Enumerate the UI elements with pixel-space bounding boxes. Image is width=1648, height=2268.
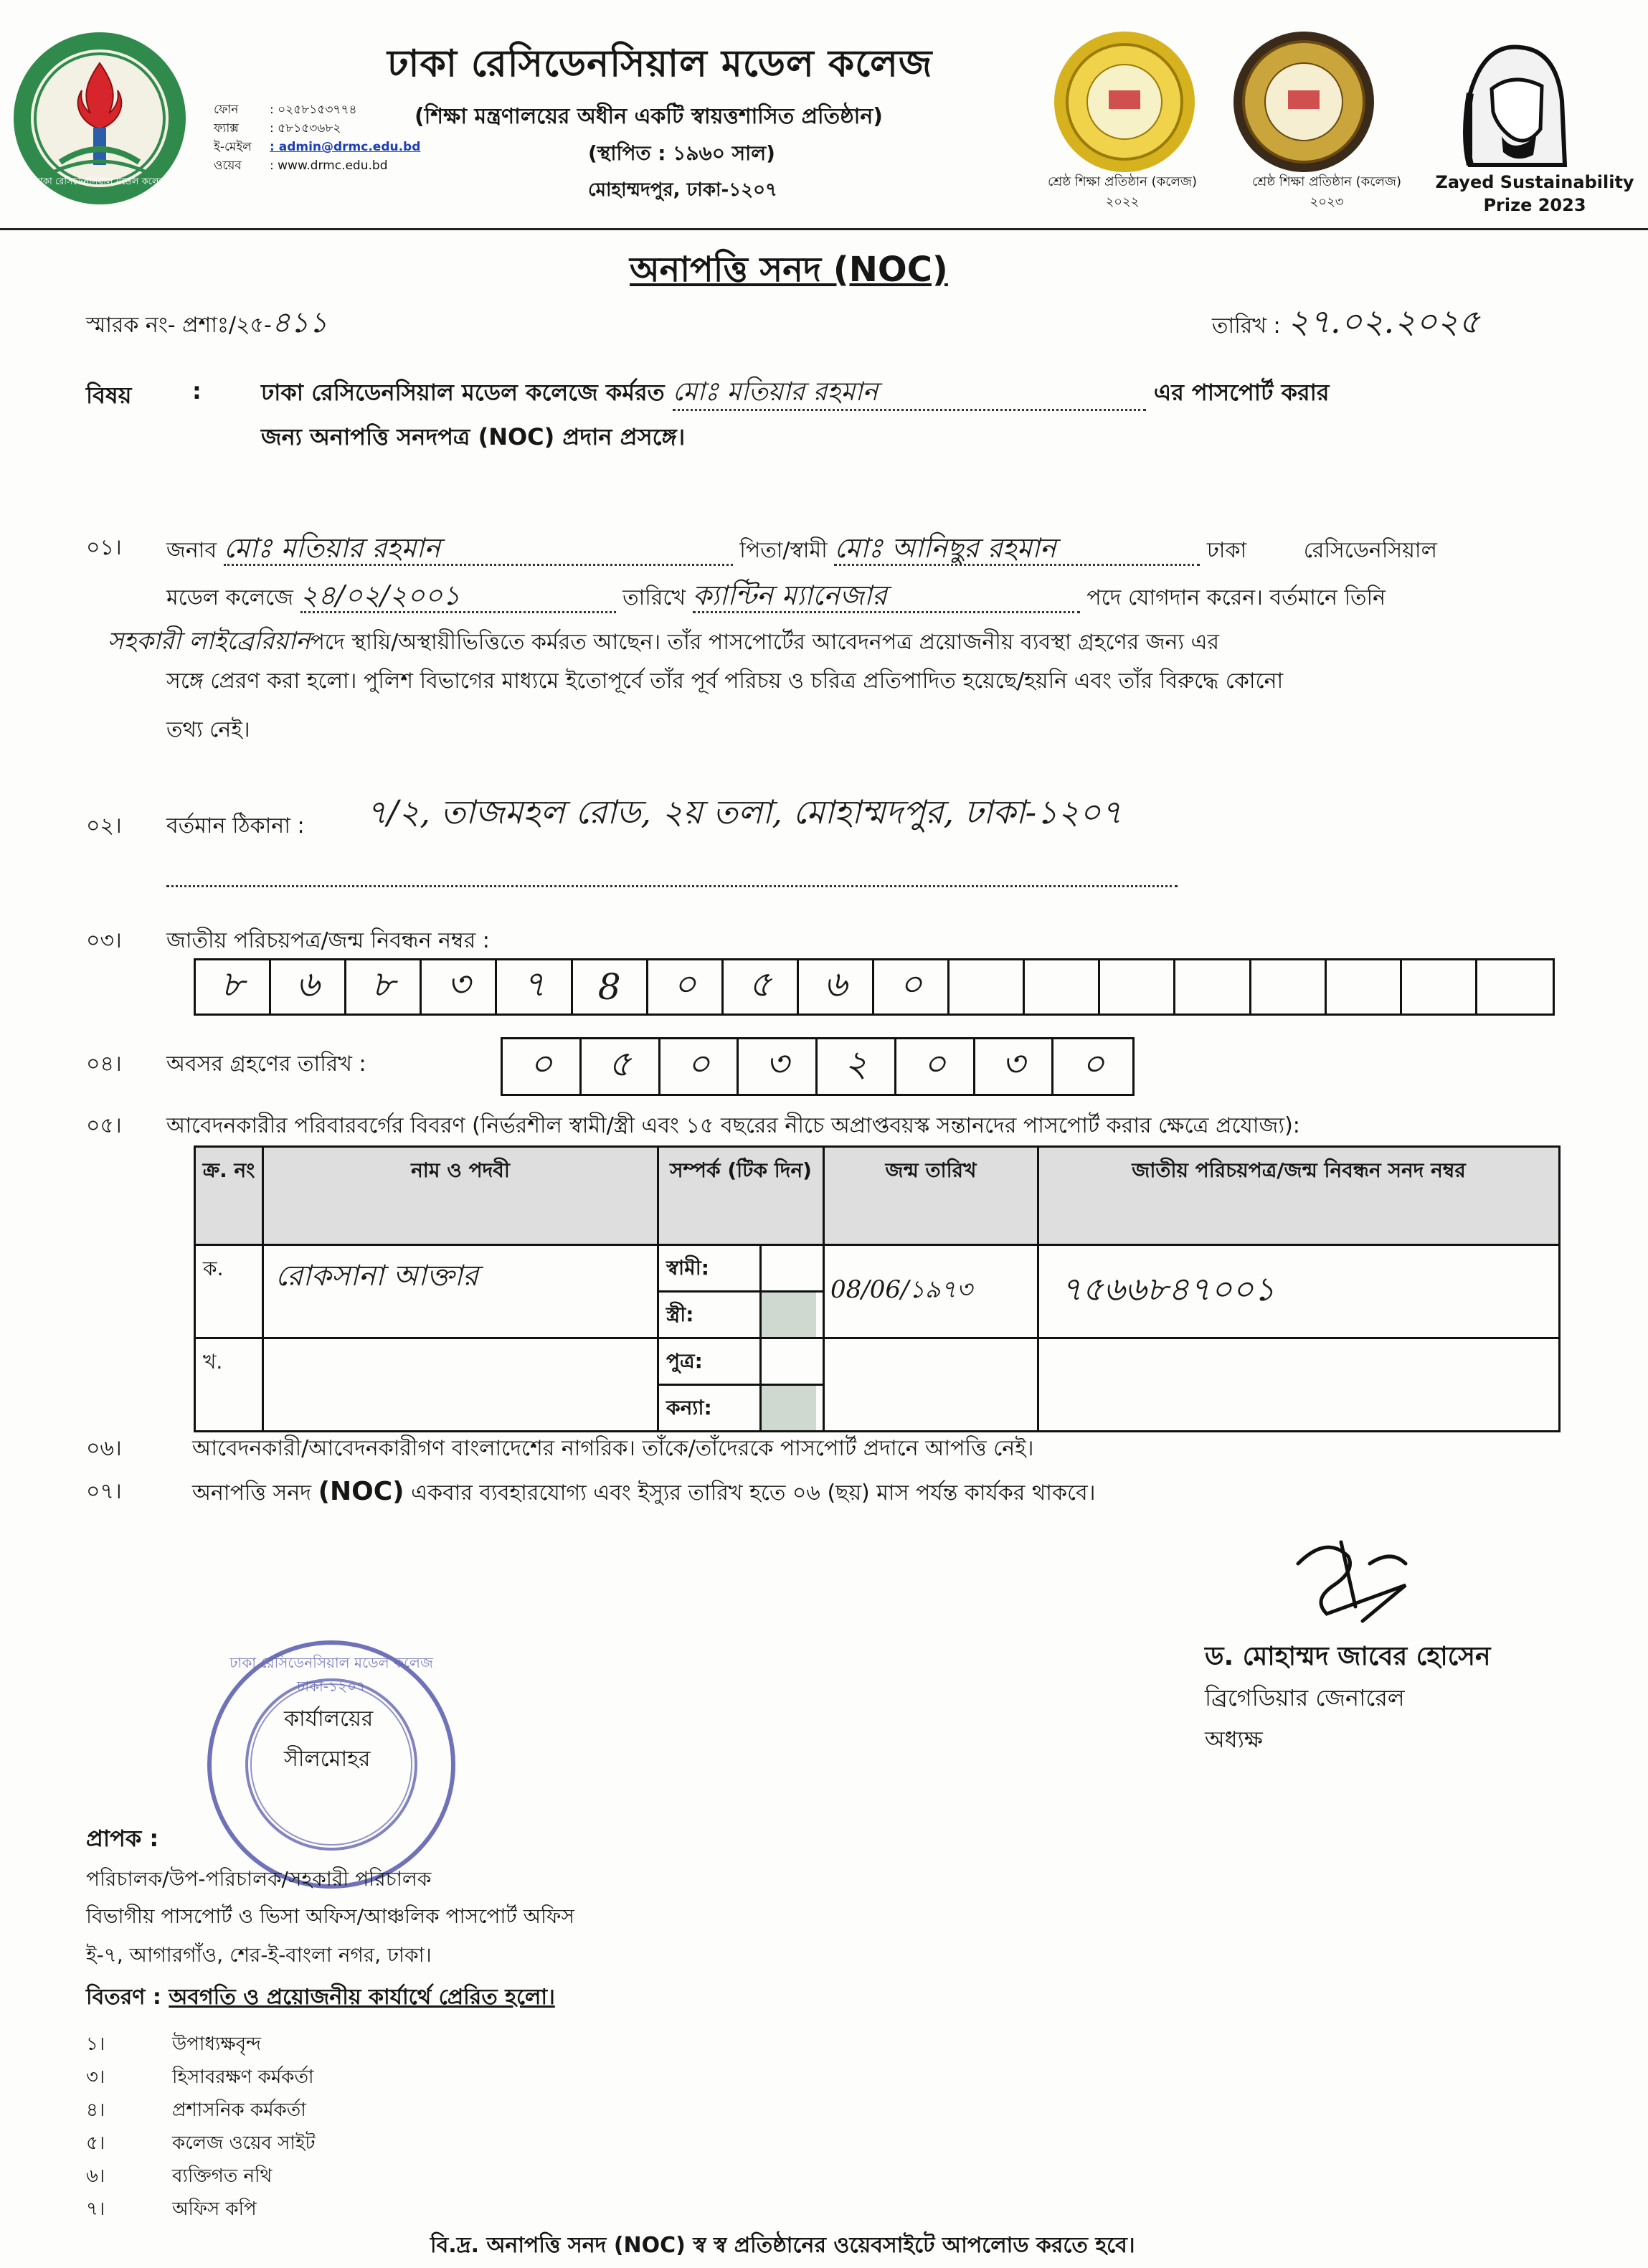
date-value: ২৭.০২.২০২৫ [1287,302,1480,341]
item-01-line-3: সহকারী লাইব্রেরিয়ানপদে স্থায়ি/অস্থায়ীভিত্তিতে কর্মরত আছেন। তাঁর পাসপোর্টের আবেদনপত্র প্রয়োজনীয় ব্যবস্থা গ্রহণের জন্য এর [108,627,1219,656]
recipient-line-1: পরিচালক/উপ-পরিচালক/সহকারী পরিচালক [86,1867,432,1891]
signatory-title: অধ্যক্ষ [1205,1726,1263,1753]
nid-digit-cell [1327,960,1402,1013]
recipient-line-3: ই-৭, আগারগাঁও, শের-ই-বাংলা নগর, ঢাকা। [86,1943,432,1967]
item-01-number: ০১। [86,535,122,560]
retirement-digit-cell: ০ [1081,1042,1105,1085]
recipient-label: প্রাপক : [86,1825,159,1852]
item-01-line-4: সঙ্গে প্রেরণ করা হলো। পুলিশ বিভাগের মাধ্যমে ইতোপূর্বে তাঁর পূর্ব পরিচয় ও চরিত্র প্রতিপাদিত হয়েছে/হয়নি এবং তাঁর বিরুদ্ধে কোনো [166,668,1284,694]
nid-digit-cell [1251,960,1327,1013]
retirement-digit-cell: ২ [818,1039,896,1094]
list-item: ১। উপাধ্যক্ষবৃন্দ [86,2033,261,2055]
list-item: ৬। ব্যক্তিগত নথি [86,2165,273,2187]
item-02-label: বর্তমান ঠিকানা : [166,813,305,838]
contact-phone: ফোন : ০২৫৮১৫৩৭৭৪ [214,103,357,117]
nid-digit-cell: 8 [573,960,648,1013]
contact-fax: ফ্যাক্স : ৫৮১৫৩৬৮২ [214,121,341,136]
nid-digit-cell: ৩ [422,960,497,1013]
row-serial: ক. [195,1245,263,1338]
th-name: নাম ও পদবী [263,1147,658,1245]
zayed-portrait [1441,29,1585,172]
address-dotted-line [166,885,1178,887]
award-caption-zayed: Zayed Sustainability Prize 2023 [1435,172,1634,215]
logo-caption: ঢাকা রেসিডেনসিয়াল মডেল কলেজ [34,176,168,187]
seal-text-1: কার্যালয়ের [284,1706,374,1731]
retirement-digit-cell: ০ [503,1039,582,1094]
item-04-label: অবসর গ্রহণের তারিখ : [166,1052,366,1077]
nid-digit-cell: ৬ [799,960,874,1013]
th-relation: সম্পর্ক (টিক দিন) [658,1147,824,1245]
item-06-number: ০৬। [86,1436,122,1461]
college-address: মোহাম্মদপুর, ঢাকা-১২০৭ [588,179,777,201]
signatory-rank: ব্রিগেডিয়ার জেনারেল [1205,1684,1405,1711]
item-01-line-2: মডেল কলেজে ২৪/০২/২০০১ তারিখে ক্যান্টিন ম্যানেজার পদে যোগদান করেন। বর্তমানে তিনি [166,580,1386,614]
item-05-label: আবেদনকারীর পরিবারবর্গের বিবরণ (নির্ভরশীল স্বামী/স্ত্রী এবং ১৫ বছরের নীচে অপ্রাপ্তবয়স্ক সন্তানদের পাসপোর্ট করার ক্ষেত্রে প্রযোজ্য): [166,1113,1300,1138]
award-caption-2022: শ্রেষ্ঠ শিক্ষা প্রতিষ্ঠান (কলেজ) ২০২২ [1047,174,1198,209]
date-line [1212,302,1480,342]
nid-digit-cell: ৮ [196,960,271,1013]
item-07-number: ০৭। [86,1479,122,1504]
tick-daughter[interactable] [759,1386,816,1430]
family-table-header [195,1147,1560,1245]
nid-digit-cell: ০ [874,960,950,1013]
item-03-label: জাতীয় পরিচয়পত্র/জন্ম নিবন্ধন নম্বর : [166,928,490,953]
contact-web[interactable]: ওয়েব : www.drmc.edu.bd [214,159,388,173]
subject-colon: : [192,377,202,405]
nid-digit-cell: ৭ [497,960,572,1013]
nid-digit-cell [950,960,1025,1013]
seal-text-2: সীলমোহর [284,1747,371,1772]
th-nid: জাতীয় পরিচয়পত্র/জন্ম নিবন্ধন সনদ নম্বর [1038,1147,1560,1245]
list-item: ৭। অফিস কপি [86,2198,257,2220]
row-name [263,1338,658,1432]
row-dob [824,1338,1038,1432]
signature [1284,1535,1427,1628]
retirement-digit-cell: ০ [896,1039,975,1094]
row-serial: খ. [195,1338,263,1432]
seal-ring-text: ঢাকা রেসিডেনসিয়াল মডেল কলেজ ঢাকা-১২০৭ [229,1654,433,1695]
nid-digit-boxes [194,958,1555,1016]
retirement-digit-cell: ৩ [975,1039,1054,1094]
item-04-number: ০৪। [86,1052,122,1077]
tick-wife[interactable] [759,1293,816,1337]
memo-number: ৪১১ [271,306,328,339]
college-name: ঢাকা রেসিডেনসিয়াল মডেল কলেজ [387,42,933,85]
father-name: মোঃ আনিছুর রহমান [834,532,1200,566]
table-row [195,1338,1560,1432]
award-caption-2023: শ্রেষ্ঠ শিক্ষা প্রতিষ্ঠান (কলেজ) ২০২৩ [1251,174,1402,209]
subject-line-1: ঢাকা রেসিডেনসিয়াল মডেল কলেজে কর্মরত মোঃ মতিয়ার রহমান এর পাসপোর্ট করার [261,376,1329,411]
tick-son[interactable] [759,1339,816,1384]
subject-line-2: জন্য অনাপত্তি সনদপত্র (NOC) প্রদান প্রসঙ্গে। [261,423,686,450]
list-item: ৩। হিসাবরক্ষণ কর্মকর্তা [86,2066,314,2088]
list-item: ৫। কলেজ ওয়েব সাইট [86,2132,316,2154]
retirement-digit-cell: ৩ [739,1039,818,1094]
nid-digit-cell [1100,960,1175,1013]
item-03-number: ০৩। [86,928,122,953]
row-relation: স্বামী: স্ত্রী: [658,1245,824,1338]
nid-digit-cell [1477,960,1553,1013]
nid-digit-cell: ৫ [724,960,799,1013]
tick-husband[interactable] [759,1246,816,1290]
doc-title: অনাপত্তি সনদ (NOC) [630,250,948,290]
nid-digit-cell [1402,960,1477,1013]
college-subtitle: (শিক্ষা মন্ত্রণালয়ের অধীন একটি স্বায়ত্তশাসিত প্রতিষ্ঠান) [415,104,883,129]
memo-label: স্মারক নং- প্রশাঃ/২৫- [86,313,272,338]
nid-digit-cell: ০ [648,960,724,1013]
item-07-text: অনাপত্তি সনদ (NOC) একবার ব্যবহারযোগ্য এবং ইস্যুর তারিখ হতে ০৬ (ছয়) মাস পর্যন্ত কার্যকর থাকবে। [192,1477,1096,1506]
item-02-number: ০২। [86,813,122,838]
list-item: ৪। প্রশাসনিক কর্মকর্তা [86,2099,306,2121]
recipient-line-2: বিভাগীয় পাসপোর্ট ও ভিসা অফিস/আঞ্চলিক পাসপোর্ট অফিস [86,1904,574,1928]
award-badge-2023 [1231,29,1377,175]
footer-note: বি.দ্র. অনাপত্তি সনদ (NOC) স্ব স্ব প্রতিষ্ঠানের ওয়েবসাইটে আপলোড করতে হবে। [430,2233,1135,2258]
header-rule [0,228,1648,230]
nid-digit-cell [1175,960,1251,1013]
established-year: (স্থাপিত : ১৯৬০ সাল) [588,141,775,165]
joining-date: ২৪/০২/২০০১ [300,580,616,613]
family-table [194,1145,1561,1432]
retirement-date-boxes [501,1037,1135,1096]
item-05-number: ০৫। [86,1113,122,1138]
joining-post: ক্যান্টিন ম্যানেজার [693,580,1080,613]
row-name: রোকসানা আক্তার [263,1245,658,1338]
subject-employee-name: মোঃ মতিয়ার রহমান [673,376,1146,411]
signatory-name: ড. মোহাম্মদ জাবের হোসেন [1205,1642,1491,1671]
distribution-line: বিতরণ : অবগতি ও প্রয়োজনীয় কার্যার্থে প্রেরিত হলো। [86,1985,555,2010]
item-01-line-1: জনাব মোঃ মতিয়ার রহমান পিতা/স্বামী মোঃ আনিছুর রহমান ঢাকা রেসিডেনসিয়াল [166,532,1437,567]
th-serial: ক্র. নং [195,1147,263,1245]
contact-email[interactable]: ই-মেইল : admin@drmc.edu.bd [214,140,421,154]
table-row [195,1245,1560,1338]
row-nid [1038,1338,1560,1432]
date-label: তারিখ : [1212,313,1281,339]
item-01-line-5: তথ্য নেই। [166,717,250,742]
row-dob: 08/06/১৯৭৩ [824,1245,1038,1338]
memo-line [86,307,328,341]
nid-digit-cell: ৬ [271,960,346,1013]
retirement-digit-cell: ৫ [582,1039,660,1094]
award-badge-2022 [1051,29,1198,175]
retirement-digit-cell: ০ [660,1039,739,1094]
contact-block [214,100,420,175]
current-post: সহকারী লাইব্রেরিয়ান [108,627,311,656]
th-dob: জন্ম তারিখ [824,1147,1038,1245]
nid-digit-cell [1025,960,1100,1013]
subject-label: বিষয় [86,382,132,409]
row-nid: ৭৫৬৬৮৪৭০০১ [1038,1245,1560,1338]
row-relation: পুত্র: কন্যা: [658,1338,824,1432]
employee-name: মোঃ মতিয়ার রহমান [224,532,733,566]
present-address: ৭/২, তাজমহল রোড, ২য় তলা, মোহাম্মদপুর, ঢাকা-১২০৭ [366,793,1122,831]
nid-digit-cell: ৮ [346,960,422,1013]
item-06-text: আবেদনকারী/আবেদনকারীগণ বাংলাদেশের নাগরিক। তাঁকে/তাঁদেরকে পাসপোর্ট প্রদানে আপত্তি নেই। [192,1436,1034,1461]
